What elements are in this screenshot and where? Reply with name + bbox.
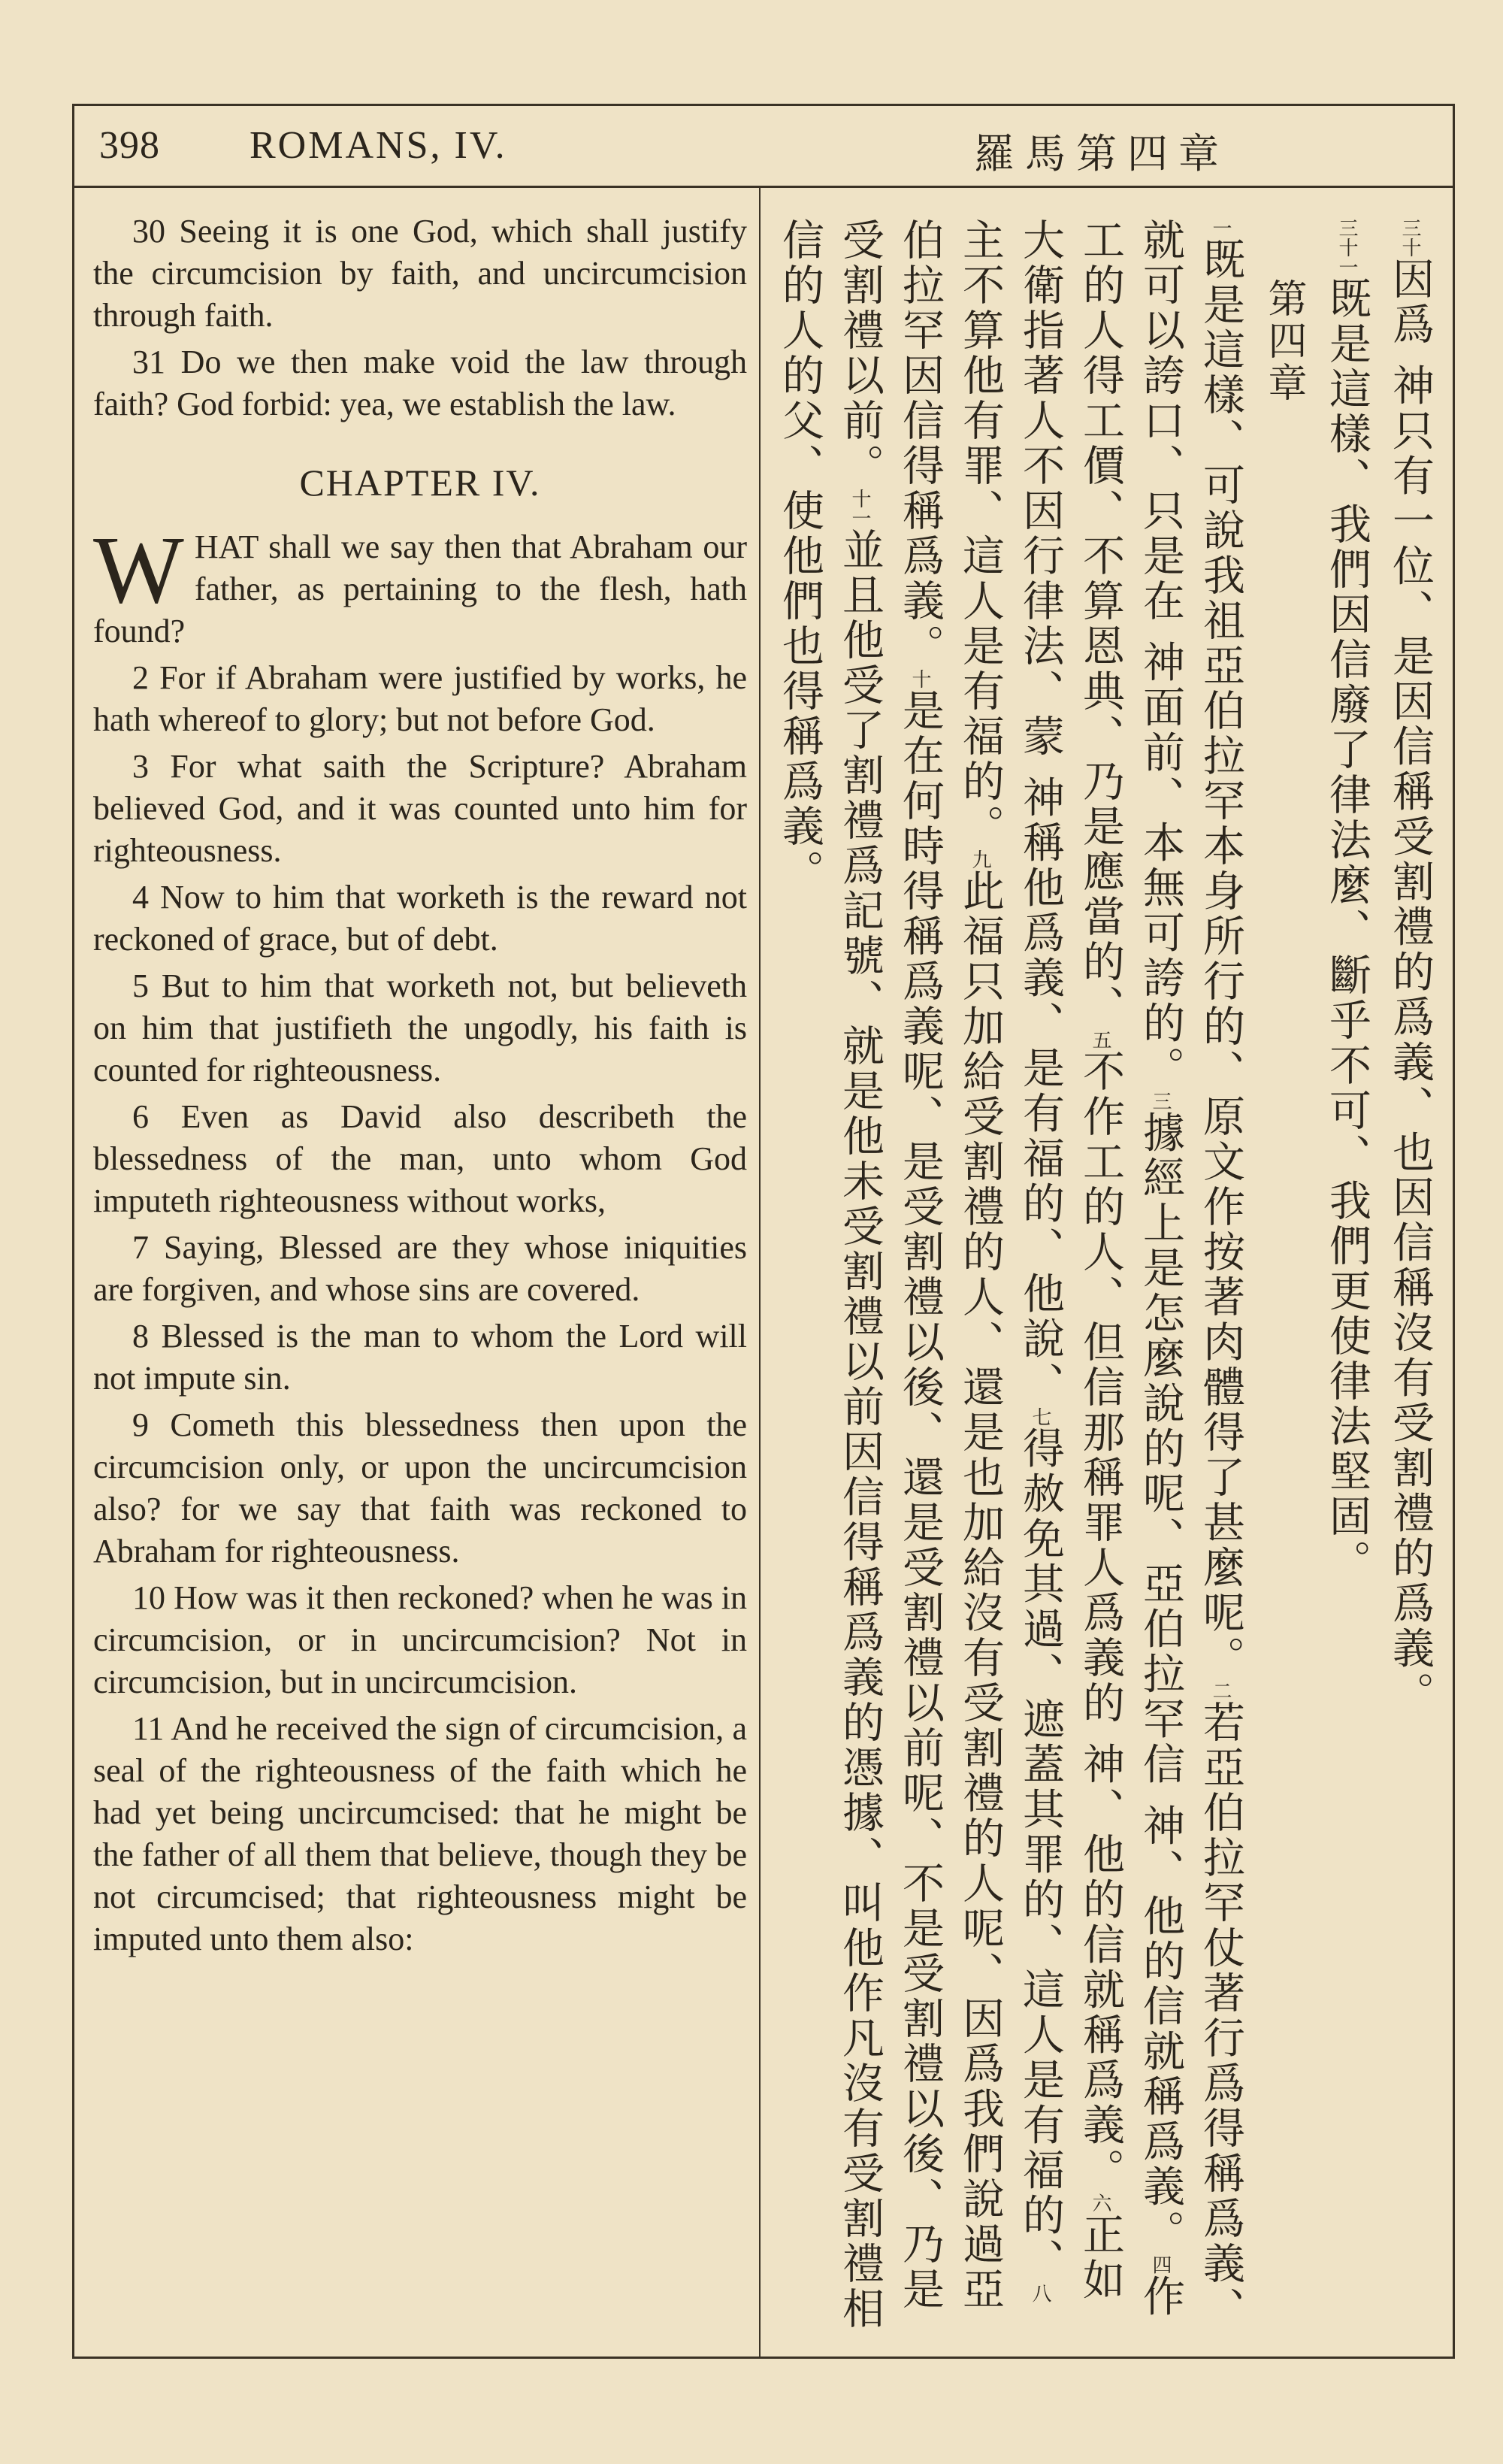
zh-verse-text: 正如大衛指著人不因行律法、蒙 神稱他爲義、是有福的、他說、 [1016,218,1125,2303]
running-title: ROMANS, IV. [249,124,507,167]
zh-verse-text: 據經上是怎麼說的呢、亞伯拉罕信 神、他的信就稱爲義。 [1136,1110,1185,2255]
zh-verse-text: 主不算他有罪、這人是有福的。 [956,218,1005,849]
zh-verse-number: 九 [969,849,991,869]
zh-verse-text: 是在何時得稱爲義呢、是受割禮以後、還是受割禮以前呢、不是受割禮以後、乃是受割禮以前。 [836,218,945,2312]
zh-verse-text: 因爲 神只有一位、是因信稱受割禮的爲義、也因信稱沒有受割禮的爲義。 [1386,257,1435,1717]
chinese-running-title: 羅馬第四章 [974,130,1229,177]
english-column [93,210,747,1965]
zh-verse-number: 六 [1089,2193,1111,2213]
verse-4: 4 Now to him that worketh is the reward not reckoned of grace, but of debt. [93,879,747,958]
zh-verse-text: 並且他受了割禮爲記號、就是他未受割禮以前因信得稱爲義的憑據、叫他作凡沒有受割禮相信的人的父、使他們也得稱爲義。 [776,218,885,2332]
zh-verse-number: 五 [1089,1030,1111,1049]
zh-verse-number: 七 [1029,1406,1051,1427]
verse-2: 2 For if Abraham were justified by works, he hath whereof to glory; but not before God. [93,659,747,738]
page-number: 398 [99,124,160,167]
verse-3: 3 For what saith the Scripture? Abraham believed God, and it was counted unto him for righteousness. [93,748,747,869]
zh-verse-1 [770,218,1250,2345]
zh-chapter-heading: 第四章 [1261,278,1306,404]
verse-5: 5 But to him that worketh not, but believeth on him that justifieth the ungodly, his faith is counted for righteousness. [93,967,747,1088]
verse-30: 30 Seeing it is one God, which shall justify the circumcision by faith, and uncircumcision through faith. [93,213,747,334]
zh-verse-text: 得赦免其過、遮蓋其罪的、這人是有福的、 [1016,1426,1065,2284]
verse-10: 10 How was it then reckoned? when he was in circumcision, or in uncircumcision? Not in circumcision, but in uncircumcision. [93,1579,747,1700]
verse-31: 31 Do we then make void the law through faith? God forbid: yea, we establish the law. [93,344,747,422]
verse-1-text: HAT shall we say then that Abraham our father, as pertaining to the flesh, hath found? [93,528,747,649]
zh-verse-text: 既是這樣、可說我祖亞伯拉罕本身所行的、原文作按著肉體得了甚麼呢。 [1196,238,1245,1681]
zh-verse-number: 三十一 [1335,218,1358,277]
verse-8: 8 Blessed is the man to whom the Lord will not impute sin. [93,1318,747,1397]
zh-verse-text: 既是這樣、我們因信廢了律法麼、斷乎不可、我們更使律法堅固。 [1323,277,1371,1585]
chapter-heading: CHAPTER IV. [299,462,541,504]
page-header [72,104,1455,188]
column-divider [759,188,761,2359]
zh-verse-number: 三十 [1399,218,1421,257]
zh-verse-31 [1317,218,1377,2345]
zh-verse-text: 不作工的人、但信那稱罪人爲義的 神、他的信就稱爲義。 [1076,1049,1125,2193]
zh-verse-number: 十一 [848,489,871,528]
zh-verse-number: 三 [1149,1091,1172,1111]
verse-1 [93,516,747,652]
chinese-column [776,218,1443,2345]
zh-verse-number: 一 [1209,218,1232,238]
zh-verse-number: 四 [1149,2254,1172,2275]
zh-verse-text: 若亞伯拉罕仗著行爲得稱爲義、就可以誇口、只是在 神面前、本無可誇的。 [1136,218,1245,2332]
zh-verse-number: 二 [1209,1681,1232,1700]
zh-verse-text: 作工的人得工價、不算恩典、乃是應當的、 [1076,218,1185,2320]
zh-verse-text: 此福只加給受割禮的人、還是也加給沒有受割禮的人呢、因爲我們說過亞伯拉罕因信得稱爲義。 [896,218,1005,2312]
zh-verse-number: 八 [1029,2283,1051,2303]
verse-6: 6 Even as David also describeth the blessedness of the man, unto whom God imputeth righteousness without works, [93,1098,747,1219]
drop-cap: W [93,516,184,623]
zh-verse-30 [1380,218,1440,2345]
zh-verse-number: 十 [909,669,931,689]
verse-9: 9 Cometh this blessedness then upon the circumcision only, or upon the uncircumcision also? for we say that faith was reckoned to Abraham for righteousness. [93,1406,747,1570]
verse-11: 11 And he received the sign of circumcision, a seal of the righteousness of the faith which he had yet being uncircumcised: that he might be the father of all them that believe, though they be not circumcised; that righteousness might be imputed unto them also: [93,1710,747,1957]
verse-7: 7 Saying, Blessed are they whose iniquities are forgiven, and whose sins are covered. [93,1229,747,1308]
